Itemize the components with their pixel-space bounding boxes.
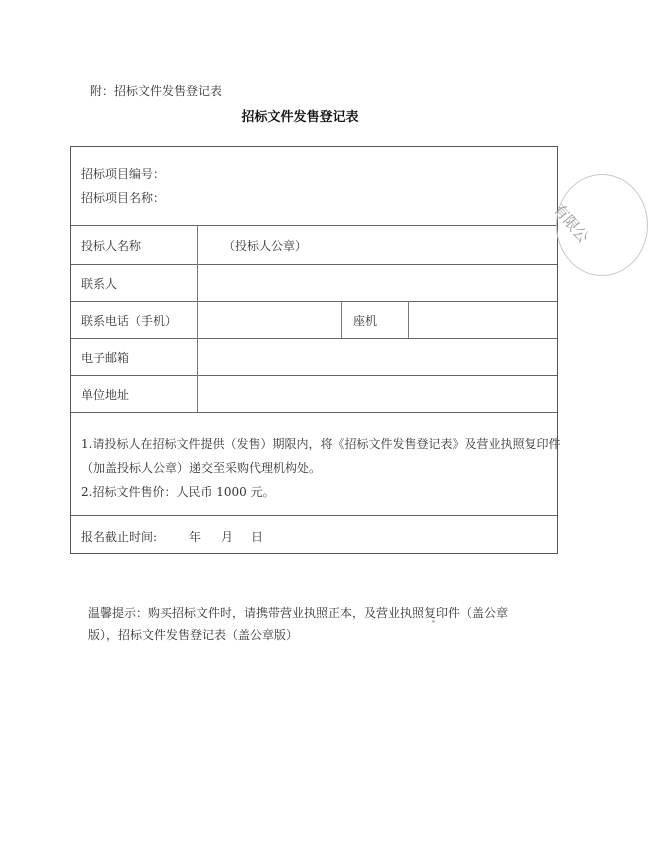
attachment-label: 附：招标文件发售登记表 [90, 84, 223, 98]
note-line-2: （加盖投标人公章）递交至采购代理机构处。 [81, 461, 322, 475]
row-divider [71, 338, 557, 339]
registration-form-table [70, 146, 561, 554]
row-divider [71, 515, 557, 516]
column-divider [197, 225, 198, 412]
deadline-label: 报名截止时间: [81, 530, 158, 544]
row-divider [71, 375, 557, 376]
project-number-label: 招标项目编号： [81, 167, 166, 181]
tips-line-2: 版），招标文件发售登记表（盖公章版） [88, 628, 299, 642]
seal-text: 有限公 [549, 200, 593, 247]
email-label: 电子邮箱 [81, 351, 130, 365]
company-seal [549, 174, 648, 276]
deadline-month: 月 [221, 530, 234, 544]
landline-label: 座机 [353, 314, 378, 328]
row-divider [71, 301, 557, 302]
note-line-3: 2.招标文件售价：人民币 1000 元。 [81, 485, 275, 499]
column-divider [408, 301, 409, 338]
form-title: 招标文件发售登记表 [241, 110, 359, 125]
row-divider [71, 225, 557, 226]
project-name-label: 招标项目名称： [81, 191, 166, 205]
contact-person-label: 联系人 [81, 277, 118, 291]
row-divider [71, 264, 557, 265]
note-line-1: 1.请投标人在招标文件提供（发售）期限内，将《招标文件发售登记表》及营业执照复印件 [81, 437, 561, 451]
row-divider [71, 412, 557, 413]
warm-tips [88, 602, 528, 646]
tips-line-1: 温馨提示：购买招标文件时，请携带营业执照正本，及营业执照复印件（盖公章 [88, 606, 509, 620]
deadline-day: 日 [251, 530, 264, 544]
bidder-seal-hint: （投标人公章） [223, 239, 308, 253]
column-divider [341, 301, 342, 338]
address-label: 单位地址 [81, 388, 130, 402]
bidder-name-label: 投标人名称 [81, 239, 142, 253]
scan-speck [432, 620, 435, 623]
mobile-phone-label: 联系电话（手机） [81, 314, 178, 328]
deadline-year: 年 [189, 530, 202, 544]
